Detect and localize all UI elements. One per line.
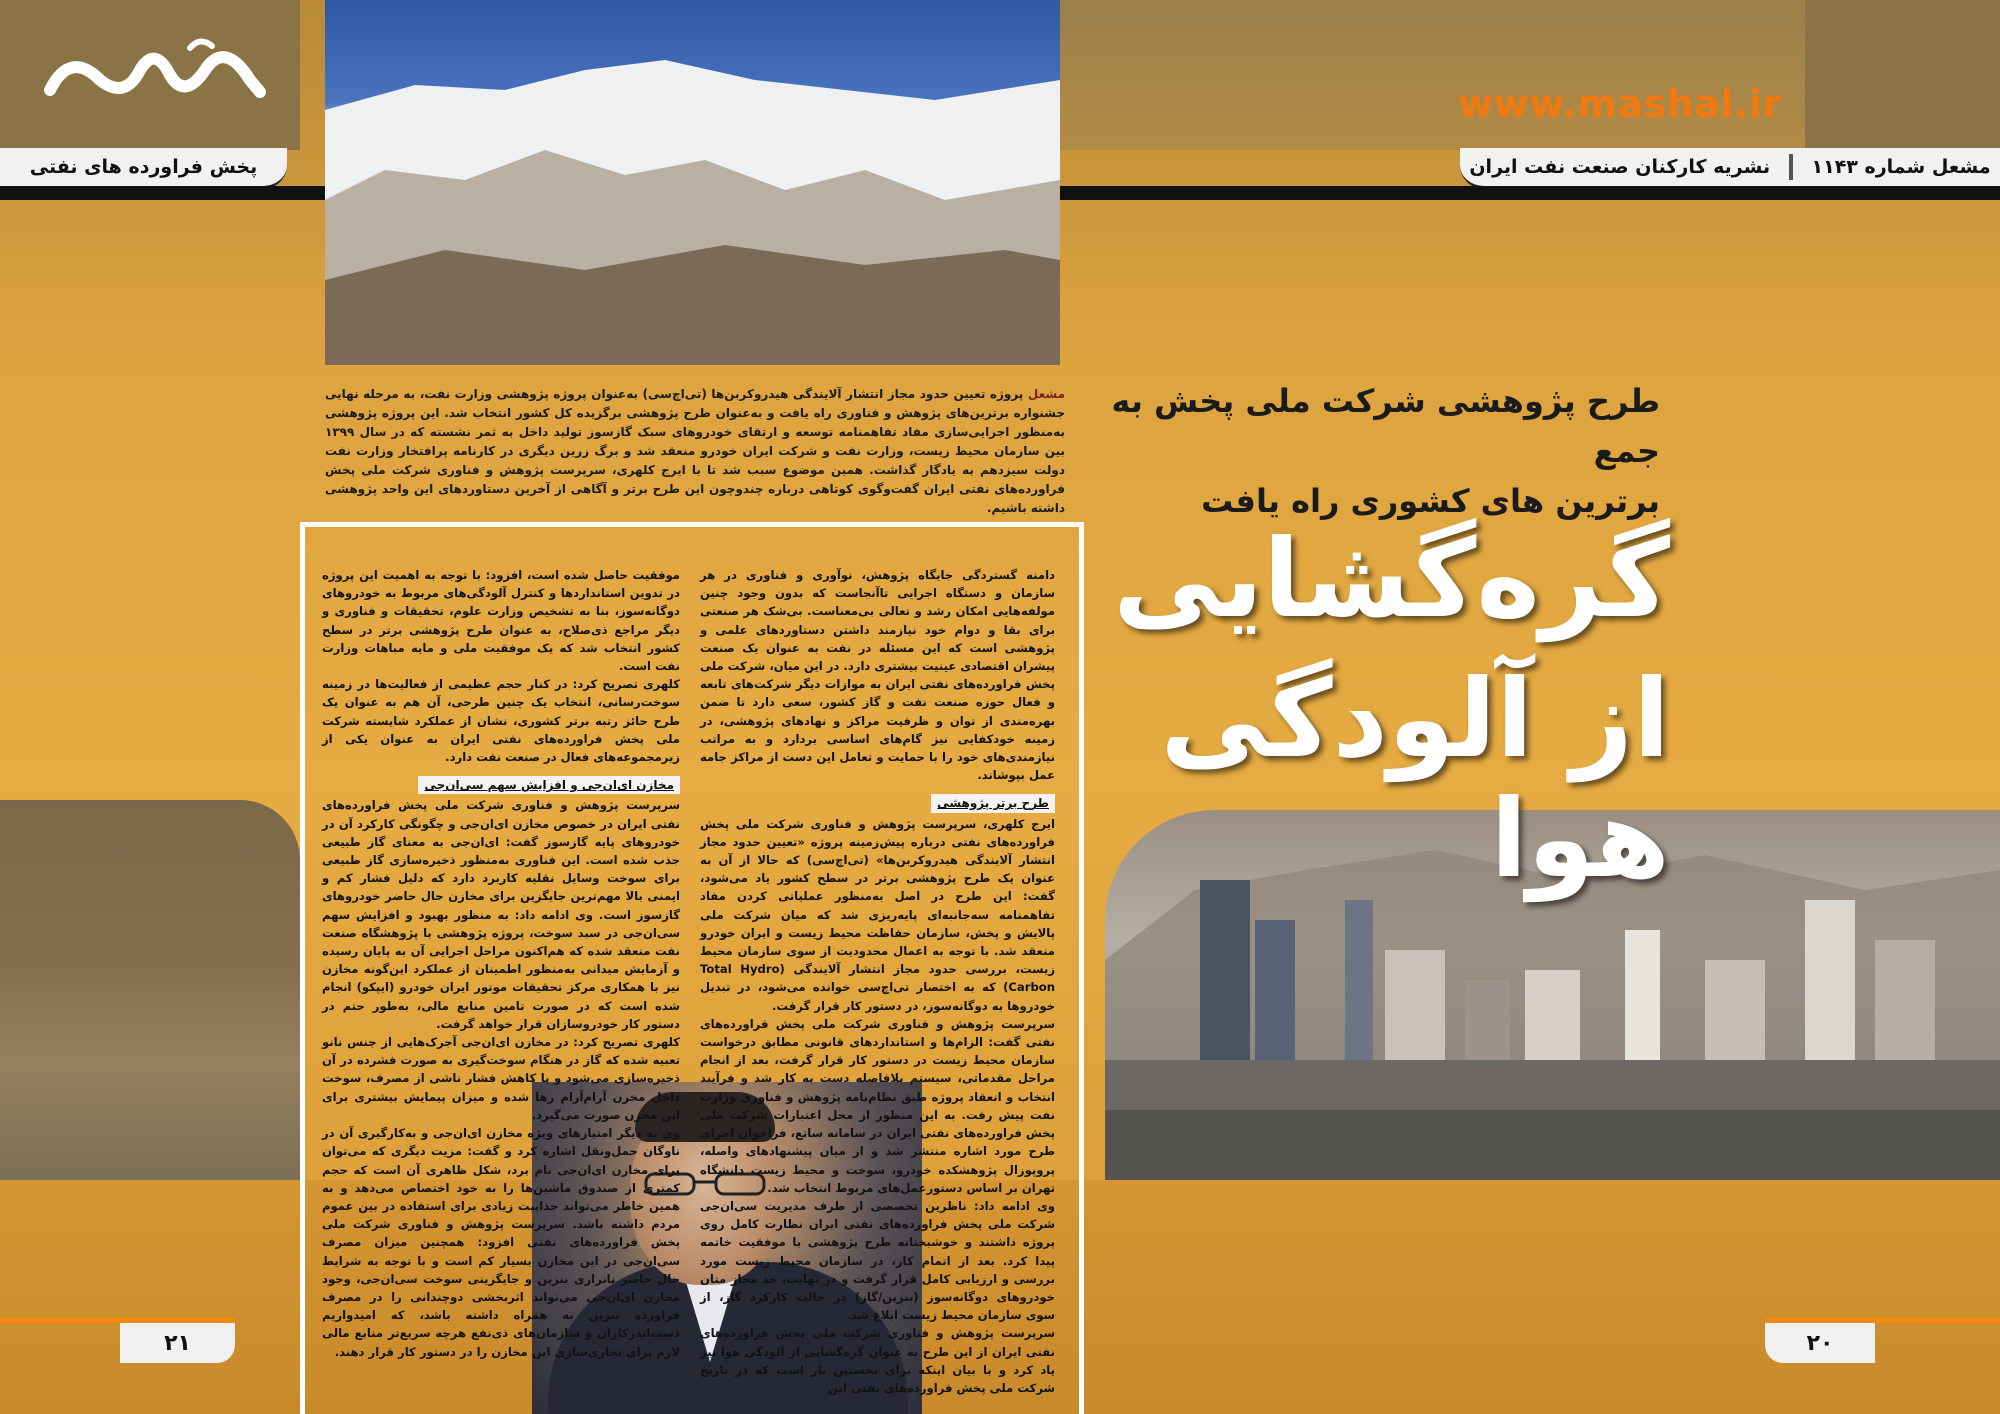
paragraph: کلهری تصریح کرد: در کنار حجم عظیمی از فعالیت‌ها در زمینه سوخت‌رسانی، انتخاب یک چنین طرحی، آن هم به عنوان یک طرح حائز رتبه برتر کشوری، نشان از عملکرد شایسته شرکت ملی پخش فراورده‌های نفتی ایران به عنوان یکی از زیرمجموعه‌های فعال در صنعت نفت دارد. [322, 677, 680, 765]
paragraph: ایرج کلهری، سرپرست پژوهش و فناوری شرکت ملی پخش فراورده‌های نفتی درباره پیش‌زمینه پروژه «تعیین حدود مجاز انتشار آلایندگی هیدروکربن‌ها» (تی‌اچ‌سی) که حالا از آن به عنوان یک طرح پژوهشی برتر در سطح کشور یاد می‌شود، گفت: این طرح در اصل به‌منظور عملیاتی کردن مفاد تفاهمنامه سه‌جانبه‌ای پایه‌ریزی شد که میان شرکت ملی پالایش و پخش، سازمان حفاظت محیط زیست و ایران خودرو منعقد شد. با توجه به اعمال محدودیت از سوی سازمان محیط زیست، بررسی حدود مجاز انتشار آلایندگی (Total Hydro Carbon) که به اختصار تی‌اچ‌سی خوانده می‌شود، در تبدیل خودروها به دوگانه‌سوز، در دستور کار قرار گرفت. [700, 816, 1055, 1013]
paragraph: وی به دیگر امتیازهای ویژه مخازن ای‌ان‌جی و به‌کارگیری آن در ناوگان حمل‌ونقل اشاره کرد و گفت: مزیت دیگری که می‌توان برای مخازن ای‌ان‌جی نام برد، شکل ظاهری آن است که حجم کمتری از صندوق ماشین‌ها را به خود اختصاص می‌دهد و به همین خاطر می‌تواند جذابیت زیادی برای استفاده در بین عموم مردم داشته باشد. سرپرست پژوهش و فناوری شرکت ملی پخش فراورده‌های نفتی افزود: همچنین میزان مصرف سی‌ان‌جی در این مخازن بسیار کم است و با توجه به شرایط حال حاضر ناترازی بنزین و جایگزینی سوخت سی‌ان‌جی، وجود مخازن ای‌ان‌جی می‌تواند اثربخشی دوچندانی را در مصرف فراورده بنزین به همراه داشته باشد، که امیدواریم دست‌اندرکاران و سازمان‌های ذی‌نفع هرچه سریع‌تر منابع مالی لازم برای تجاری‌سازی این مخازن را در دستور کار قرار دهند. [322, 1126, 680, 1359]
section-subhead: مخازن ای‌ان‌جی و افزایش سهم سی‌ان‌جی [418, 776, 680, 794]
publication-name: نشریه کارکنان صنعت نفت ایران [1469, 156, 1771, 178]
lead-label: مشعل [1027, 387, 1065, 401]
logo-mark [40, 30, 270, 110]
page-number-rule-right [1875, 1318, 2000, 1323]
publication-header [1460, 148, 2000, 189]
top-right-photo-band [1060, 0, 1805, 150]
article-lead [325, 385, 1065, 518]
paragraph: وی ادامه داد: ناظرین تخصصی از طرف مدیریت سی‌ان‌جی شرکت ملی پخش فراورده‌های نفتی ایران نظارت کامل روی پروژه داشتند و خوشبختانه طرح پژوهشی با موفقیت خاتمه پیدا کرد. بعد از اتمام کار، در سازمان محیط زیست مورد بررسی و ارزیابی کامل قرار گرفت و در نهایت، حد مجاز متان خودروهای دوگانه‌سوز (بنزین/گاز) در حالت کارکرد گاز، از سوی سازمان محیط زیست ابلاغ شد. [700, 1198, 1055, 1323]
mountain-photo [325, 0, 1060, 365]
paragraph: سرپرست پژوهش و فناوری شرکت ملی پخش فراورده‌های نفتی ایران از این طرح به عنوان گره‌گشایی از آلودگی هوا نیز یاد کرد و با بیان اینکه برای نخستین بار است که در تاریخ شرکت ملی پخش فراورده‌های نفتی این [700, 1326, 1055, 1395]
section-label [0, 148, 287, 189]
article-title-line-1: گره‌گشایی [1113, 517, 1670, 642]
page-number-left-text: ۲۱ [164, 1330, 191, 1356]
header-divider [1789, 154, 1793, 180]
page-number-rule-left [0, 1318, 120, 1323]
section-label-text: پخش فراورده های نفتی [29, 156, 258, 178]
paragraph: موفقیت حاصل شده است، افزود: با توجه به اهمیت این پروژه در تدوین استانداردها و کنترل آلودگی‌های مربوط به خودروهای دوگانه‌سوز، بنا به تشخیص وزارت علوم، تحقیقات و فناوری و دیگر مراجع ذی‌صلاح، به عنوان طرح پژوهشی برتر در سطح کشور انتخاب شد که یک موفقیت ملی و مایه مباهات وزارت نفت است. [322, 568, 680, 674]
paragraph: کلهری تصریح کرد: در مخازن ای‌ان‌جی آجرک‌هایی از جنس نانو تعبیه شده که گاز در هنگام سوخت‌گیری به صورت فشرده در آن ذخیره‌سازی می‌شود و با کاهش فشار ناشی از مصرف، سوخت داخل مخزن آرام‌آرام رها شده و میزان پیمایش بیشتری برای این مخزن صورت می‌گیرد. [322, 1035, 680, 1122]
paragraph: دامنه گستردگی جایگاه پژوهش، نوآوری و فناوری در هر سازمان و دستگاه اجرایی تاآنجاست که بدون وجود چنین مولفه‌هایی امکان رشد و تعالی بی‌معناست. بی‌شک هر صنعتی برای بقا و دوام خود نیازمند داشتن دستاوردهای علمی و پژوهشی است که این مسئله در نفت به عنوان یک صنعت پیشران اقتصادی عینیت بیشتری دارد. در این میان، شرکت ملی پخش فراورده‌های نفتی ایران به موازات دیگر شرکت‌های تابعه و فعال حوزه صنعت نفت و گاز کشور، سعی دارد تا ضمن بهره‌مندی از توان و ظرفیت مراکز و نهادهای پژوهشی، در زمینه خودکفایی نیز گام‌های اساسی بردارد و به مراتب نیازمندی‌های خود را با حمایت و تعامل این دست از مراکز جامه عمل بپوشاند. [700, 568, 1055, 783]
paragraph: سرپرست پژوهش و فناوری شرکت ملی پخش فراورده‌های نفتی ایران در خصوص مخازن ای‌ان‌جی و چگونگی کارکرد آن در خودروهای پایه گازسوز گفت: ای‌ان‌جی به معنای گاز طبیعی جذب شده است. این فناوری به‌منظور ذخیره‌سازی گاز طبیعی برای سوخت وسایل نقلیه کاربرد دارد که دلیل فشار کم و ایمنی بالا مهم‌ترین جایگزین برای مخازن حال حاضر خودروهای گازسوز است. وی ادامه داد: به منظور بهبود و افزایش سهم سی‌ان‌جی در سبد سوخت، پروژه پژوهشی با پژوهشگاه صنعت نفت منعقد شده که هم‌اکنون مراحل اجرایی آن به پایان رسیده و آزمایش میدانی به‌منظور اطمینان از عملکرد این‌گونه مخازن نیز با همکاری مرکز تحقیقات موتور ایران خودرو (ایپکو) انجام شده است که در صورت تامین منابع مالی، به‌طور حتم در دستور کار خودروسازان قرار خواهد گرفت. [322, 798, 680, 1031]
section-subhead: طرح برتر پژوهشی [931, 794, 1055, 812]
mashal-logo [40, 30, 270, 110]
subtitle-line-2: برترین های کشوری راه یافت [1201, 482, 1660, 520]
page-number-right [1765, 1318, 1875, 1363]
page-number-left [120, 1318, 235, 1363]
article-title-line-2: از آلودگی هوا [1160, 657, 1670, 902]
article-column-right [700, 566, 1055, 1397]
paragraph: سرپرست پژوهش و فناوری شرکت ملی پخش فراورده‌های نفتی گفت: الزام‌ها و استانداردهای قانونی مطابق درخواست سازمان محیط زیست در دستور کار قرار گرفت، بعد از انجام مراحل مقدماتی، سیستم بلافاصله دست به کار شد و فرآیند انتخاب و انعقاد پروژه طبق نظام‌نامه پژوهش و فناوری وزارت نفت پیش رفت. به این منظور از محل اعتبارات شرکت ملی پخش فراورده‌های نفتی ایران در سامانه ساتع، فراخوان اجرای طرح مورد اشاره منتشر شد و از میان پیشنهادهای واصله، پروپوزال پژوهشکده خودرو، سوخت و محیط زیست دانشگاه تهران بر اساس دستورعمل‌های مربوط انتخاب شد. [700, 1016, 1055, 1195]
site-url[interactable]: www.mashal.ir [1458, 82, 1782, 126]
top-right-brown-bar [1805, 0, 2000, 150]
issue-number: مشعل شماره ۱۱۴۳ [1811, 156, 1991, 178]
article-column-left [322, 566, 680, 1361]
lead-text: پروژه تعیین حدود مجاز انتشار آلایندگی هیدروکربن‌ها (تی‌اچ‌سی) به‌عنوان پروژه پژوهشی وزارت نفت، به مرحله نهایی جشنواره برترین‌های پژوهش و فناوری راه یافت و به‌عنوان طرح پژوهشی برگزیده کل کشور انتخاب شد. این پروژه پژوهشی به‌منظور اجرایی‌سازی مفاد تفاهمنامه توسعه و ارتقای خودروهای سبک گازسوز تولید داخل به ثمر نشسته که در سال ۱۳۹۹ بین سازمان محیط زیست، وزارت نفت و شرکت ایران خودرو منعقد شد و برگ زرین دیگری در کارنامه پرافتخار وزارت نفت دولت سیزدهم به یادگار گذاشت. همین موضوع سبب شد تا با ایرج کلهری، سرپرست پژوهش و فناوری شرکت ملی پخش فراورده‌های نفتی ایران گفت‌وگوی کوتاهی درباره چندوچون این طرح برتر و آگاهی از آخرین دستاوردهای این واحد پژوهشی داشته باشیم. [325, 387, 1065, 515]
article-subtitle [1090, 376, 1660, 526]
subtitle-line-1: طرح پژوهشی شرکت ملی پخش به جمع [1111, 382, 1660, 470]
page-number-right-text: ۲۰ [1806, 1330, 1834, 1356]
mountain-drawing [325, 0, 1060, 365]
